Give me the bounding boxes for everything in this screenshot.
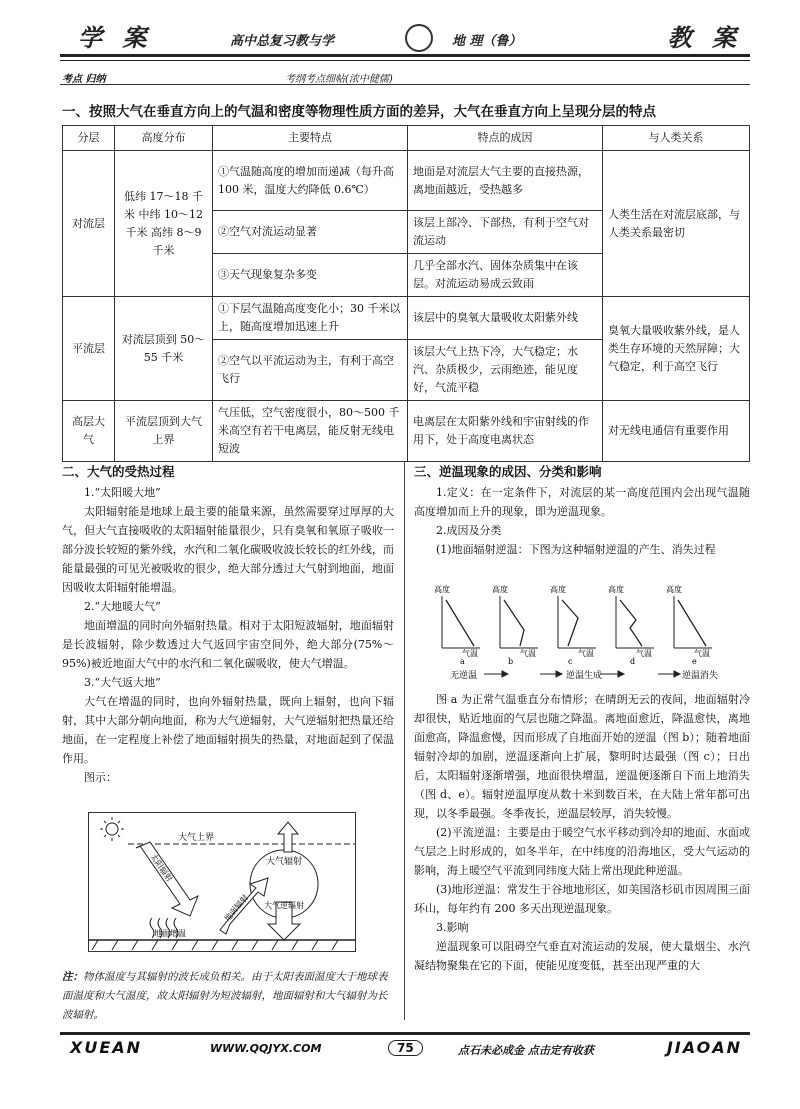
header-subject: 地 理（鲁）	[452, 34, 522, 49]
layer-height: 平流层顶到大气上界	[115, 401, 213, 462]
reason-cell: 该层中的臭氧大量吸收太阳紫外线	[408, 297, 603, 340]
feature-cell: 气压低，空气密度很小，80～500 千米高空有若干电离层，能反射无线电短波	[213, 401, 408, 462]
section3-title: 三、逆温现象的成因、分类和影响	[414, 464, 602, 479]
x-axis-label: 气温	[462, 649, 478, 658]
col-header: 主要特点	[213, 126, 408, 151]
paragraph: (3)地形逆温：常发生于谷地地形区，如美国洛杉矶市因周围三面环山，每年约有 200 多天出现逆温现象。	[414, 883, 750, 915]
publisher-logo-icon	[405, 24, 433, 52]
subheader-rule	[60, 84, 750, 85]
sun-icon	[100, 817, 124, 841]
atmosphere-top-label: 大气上界	[178, 833, 215, 843]
page-number: 75	[388, 1040, 423, 1056]
table-header-row	[63, 126, 750, 151]
table-row	[63, 151, 750, 211]
header-rule-thin	[60, 60, 750, 61]
layer-name: 高层大气	[63, 401, 115, 462]
layer-name: 对流层	[63, 151, 115, 297]
column-divider	[404, 462, 405, 1020]
sub-heading: 2.“大地暖大气”	[84, 600, 161, 613]
header-series-title: 高中总复习教与学	[230, 34, 335, 49]
footer-slogan: 点石未必成金 点击定有收获	[458, 1044, 594, 1057]
paragraph: 大气在增温的同时，也向外辐射热量，既向上辐射，也向下辐射，其中大部分朝向地面，称为大气逆辐射，大气逆辐射把热量还给地面，在一定程度上补偿了地面辐射损失的热量，对地面起到了保温作用。	[62, 695, 394, 765]
inversion-graphs	[432, 582, 732, 686]
footer-rule	[60, 1032, 750, 1035]
ground-hatching	[92, 940, 338, 950]
layer-height: 低纬 17～18 千米 中纬 10～12 千米 高纬 8～9 千米	[115, 151, 213, 297]
graph-letter: b	[508, 657, 514, 666]
sub-heading: 2.成因及分类	[436, 524, 502, 537]
note-text: 物体温度与其辐射的波长成负相关。由于太阳表面温度大于地球表面温度和大气温度，故太阳辐射为短波辐射，地面辐射和大气辐射为长波辐射。	[62, 971, 388, 1021]
solar-radiation-label: 太阳辐射	[148, 851, 175, 884]
paragraph: 地面增温的同时向外辐射热量。相对于太阳短波辐射，地面辐射是长波辐射，除少数透过大气返回宇宙空间外，绝大部分(75%～95%)被近地面大气中的水汽和二氧化碳吸收，使大气增温。	[62, 619, 394, 670]
col-header: 高度分布	[115, 126, 213, 151]
feature-cell: ②空气以平流运动为主，有利于高空飞行	[213, 340, 408, 401]
paragraph: (1)地面辐射逆温：下图为这种辐射逆温的产生、消失过程	[436, 543, 716, 556]
relation-cell: 对无线电通信有重要作用	[603, 401, 750, 462]
feature-cell: ①气温随高度的增加而递减（每升高 100 米，温度大约降低 0.6℃）	[213, 151, 408, 211]
y-axis-label: 高度	[434, 585, 450, 594]
header-rule	[60, 54, 750, 57]
feature-cell: ③天气现象复杂多变	[213, 254, 408, 297]
x-axis-label: 气温	[636, 649, 652, 658]
table-row	[63, 401, 750, 462]
feature-cell: ②空气对流运动显著	[213, 211, 408, 254]
ground-radiation-label: 地面辐射	[222, 892, 251, 924]
layer-name: 平流层	[63, 297, 115, 401]
graph-letter: c	[568, 657, 573, 666]
layer-height: 对流层顶到 50～55 千米	[115, 297, 213, 401]
footer-url[interactable]: WWW.QQJYX.COM	[210, 1042, 322, 1055]
y-axis-label: 高度	[666, 585, 682, 594]
atmosphere-up-arrow	[278, 822, 298, 852]
atmosphere-layers-table	[62, 125, 750, 462]
graph-c	[550, 584, 596, 666]
table-row	[63, 297, 750, 340]
reason-cell: 几乎全部水汽、固体杂质集中在该层。对流运动易成云致雨	[408, 254, 603, 297]
sub-heading: 3.“大气返大地”	[84, 676, 161, 689]
graph-letter: e	[692, 657, 697, 666]
page-header	[60, 16, 750, 68]
stage-label: 无逆温	[450, 671, 478, 681]
right-column-lower	[414, 690, 750, 975]
paragraph: 太阳辐射能是地球上最主要的能量来源，虽然需要穿过厚厚的大气，但大气直接吸收的太阳辐射能量很少，只有臭氧和氧原子吸收一部分波长较短的紫外线，水汽和二氧化碳吸收波长较长的红外线，而能量最强的可见光被吸收的很少，绝大部分透过大气射到地面，地面因吸收太阳辐射能增温。	[62, 505, 394, 594]
graph-letter: a	[460, 657, 465, 666]
feature-cell: ①下层气温随高度变化小；30 千米以上，随高度增加迅速上升	[213, 297, 408, 340]
sub-heading: 3.影响	[436, 921, 469, 934]
figure-caption: 图示：	[84, 771, 117, 784]
y-axis-label: 高度	[550, 585, 566, 594]
col-header: 分层	[63, 126, 115, 151]
sub-heading: 1.“太阳暖大地”	[84, 486, 161, 499]
graph-d	[608, 584, 654, 666]
graph-a	[434, 584, 480, 666]
paragraph: 图 a 为正常气温垂直分布情形；在晴朗无云的夜间，地面辐射冷却很快，贴近地面的气层也随之降温。离地面愈近，降温愈快，离地面愈高，降温愈慢，因而形成了自地面开始的逆温（图 b）；随着地面辐射冷却的加剧，逆温逐渐向上扩展，黎明时达最强（图 c）；日出后，太阳辐射逐渐增强，地面很快增温，逆温便逐渐自下而上地消失（图 d、e）。辐射逆温厚度从数十米到数百米，在大陆上常年都可出现，以冬季最强。冬季夜长，逆温层较厚，消失较慢。	[414, 693, 750, 820]
atmosphere-radiation-label: 大气辐射	[266, 857, 303, 867]
graph-e	[666, 584, 712, 666]
stage-label: 逆温消失	[682, 671, 719, 681]
x-axis-label: 气温	[694, 649, 710, 658]
header-right-tag: 教 案	[667, 24, 742, 52]
paragraph: 逆温现象可以阻碍空气垂直对流运动的发展，使大量烟尘、水汽凝结物聚集在它的下面，使能见度变低，甚至出现严重的大	[414, 940, 750, 972]
relation-cell: 臭氧大量吸收紫外线，是人类生存环境的天然屏障；大气稳定，利于高空飞行	[603, 297, 750, 401]
col-header: 特点的成因	[408, 126, 603, 151]
reason-cell: 地面是对流层大气主要的直接热源，离地面越近，受热越多	[408, 151, 603, 211]
reason-cell: 电离层在太阳紫外线和宇宙射线的作用下，处于高度电离状态	[408, 401, 603, 462]
heating-process-diagram	[88, 812, 356, 952]
reason-cell: 该层大气上热下冷，大气稳定；水汽、杂质极少，云雨绝迹，能见度好，气流平稳	[408, 340, 603, 401]
stage-label: 逆温生成	[566, 671, 603, 681]
paragraph: 1.定义：在一定条件下，对流层的某一高度范围内会出现气温随高度增加而上升的现象，即为逆温现象。	[414, 486, 750, 518]
relation-cell: 人类生活在对流层底部，与人类关系最密切	[603, 151, 750, 297]
header-left-tag: 学 案	[78, 24, 153, 52]
surface-warming-label: 地面增温	[154, 929, 186, 938]
note-block	[62, 968, 394, 1025]
col-header: 与人类关系	[603, 126, 750, 151]
y-axis-label: 高度	[492, 585, 508, 594]
graph-letter: d	[630, 657, 636, 666]
paragraph: (2)平流逆温：主要是由于暖空气水平移动到冷却的地面、水面或气层之上时形成的，如冬半年，在中纬度的沿海地区，受大气运动的影响，海上暖空气平流到同纬度大陆上常出现此种逆温。	[414, 826, 750, 877]
graph-b	[492, 584, 538, 666]
section-tag: 考点 归纳	[62, 74, 106, 85]
counter-radiation-label: 大气逆辐射	[264, 901, 304, 910]
footer-left-brand: XUEAN	[70, 1038, 143, 1057]
section1-title: 一、按照大气在垂直方向上的气温和密度等物理性质方面的差异，大气在垂直方向上呈现分层的特点	[62, 104, 656, 120]
right-column	[414, 462, 750, 559]
section-subtitle: 考纲考点细帖(浓中健儒)	[285, 74, 393, 85]
x-axis-label: 气温	[578, 649, 594, 658]
page-footer	[60, 1032, 750, 1072]
note-label: 注：	[62, 971, 83, 983]
left-column	[62, 462, 394, 787]
x-axis-label: 气温	[520, 649, 536, 658]
footer-right-brand: JIAOAN	[666, 1038, 742, 1057]
reason-cell: 该层上部冷、下部热，有利于空气对流运动	[408, 211, 603, 254]
section2-title: 二、大气的受热过程	[62, 464, 175, 479]
y-axis-label: 高度	[608, 585, 624, 594]
